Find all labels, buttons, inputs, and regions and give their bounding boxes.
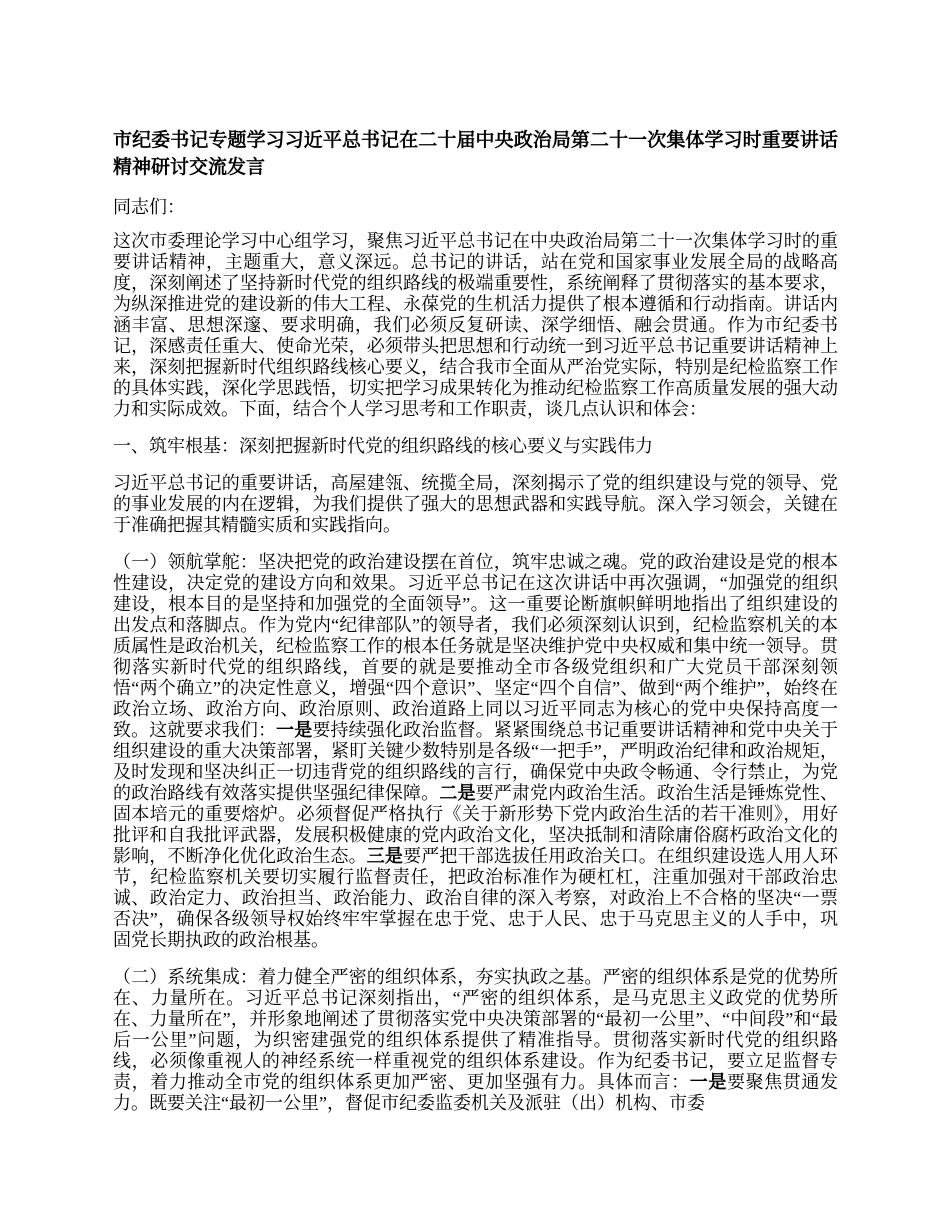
paragraph [113, 473, 838, 536]
text-run: 要严肃党内政治生活。政治生活是锤炼党性、固本培元的重要熔炉。必须督促严格执行《关于新形势下党内政治生活的若干准则》，用好批评和自我批评武器，发展积极健康的党内政治文化，坚决抵制和清除庸俗腐朽政治文化的影响，不断净化优化政治生态。 [113, 783, 839, 866]
text-run: 这次市委理论学习中心组学习，聚焦习近平总书记在中央政治局第二十一次集体学习时的重要讲话精神，主题重大，意义深远。总书记的讲话，站在党和国家事业发展全局的战略高度，深刻阐述了坚持新时代党的组织路线的极端重要性，系统阐释了贯彻落实的基本要求，为纵深推进党的建设新的伟大工程、永葆党的生机活力提供了根本遵循和行动指南。讲话内涵丰富、思想深邃、要求明确，我们必须反复研读、深学细悟、融会贯通。作为市纪委书记，深感责任重大、使命光荣，必须带头把思想和行动统一到习近平总书记重要讲话精神上来，深刻把握新时代组织路线核心要义，结合我市全面从严治党实际，特别是纪检监察工作的具体实践，深化学思践悟，切实把学习成果转化为推动纪检监察工作高质量发展的强大动力和实际成效。下面，结合个人学习思考和工作职责，谈几点认识和体会： [113, 231, 838, 419]
bold-text-run: 一是 [276, 720, 313, 740]
document-body [113, 231, 838, 1114]
text-run: 要聚焦贯通发力。既要关注“最初一公里”，督促市纪委监委机关及派驻（出）机构、市委 [113, 1072, 839, 1113]
text-run: 要严把干部选拔任用政治关口。在组织建设选人用人环节，纪检监察机关要切实履行监督责任，把政治标准作为硬杠杠，注重加强对干部政治忠诚、政治定力、政治担当、政治能力、政治自律的深入考察，对政治上不合格的坚决“一票否决”，确保各级领导权始终牢牢掌握在忠于党、忠于人民、忠于马克思主义的人手中，巩固党长期执政的政治根基。 [113, 846, 839, 950]
section-heading [113, 436, 838, 457]
document-title: 市纪委书记专题学习习近平总书记在二十届中央政治局第二十一次集体学习时重要讲话精神研讨交流发言 [113, 130, 838, 178]
paragraph [113, 552, 838, 951]
text-run: （二）系统集成：着力健全严密的组织体系，夯实执政之基。严密的组织体系是党的优势所在、力量所在。习近平总书记深刻指出，“严密的组织体系，是马克思主义政党的优势所在、力量所在”，并形象地阐述了贯彻落实党中央决策部署的“最初一公里”、“中间段”和“最后一公里”问题，为织密建强党的组织体系提供了精准指导。贯彻落实新时代党的组织路线，必须像重视人的神经系统一样重视党的组织体系建设。作为纪委书记，要立足监督专责，着力推动全市党的组织体系更加严密、更加坚强有力。具体而言： [113, 967, 838, 1092]
text-run: 要持续强化政治监督。紧紧围绕总书记重要讲话精神和党中央关于组织建设的重大决策部署，紧盯关键少数特别是各级“一把手”，严明政治纪律和政治规矩，及时发现和坚决纠正一切违背党的组织路线的言行，确保党中央政令畅通、令行禁止，为党的政治路线有效落实提供坚强纪律保障。 [113, 720, 839, 803]
paragraph [113, 231, 838, 420]
text-run: （一）领航掌舵：坚决把党的政治建设摆在首位，筑牢忠诚之魂。党的政治建设是党的根本性建设，决定党的建设方向和效果。习近平总书记在这次讲话中再次强调，“加强党的组织建设，根本目的是坚持和加强党的全面领导”。这一重要论断旗帜鲜明地指出了组织建设的出发点和落脚点。作为党内“纪律部队”的领导者，我们必须深刻认识到，纪检监察机关的本质属性是政治机关，纪检监察工作的根本任务就是坚决维护党中央权威和集中统一领导。贯彻落实新时代党的组织路线，首要的就是要推动全市各级党组织和广大党员干部深刻领悟“两个确立”的决定性意义，增强“四个意识”、坚定“四个自信”、做到“两个维护”，始终在政治立场、政治方向、政治原则、政治道路上同以习近平同志为核心的党中央保持高度一致。这就要求我们： [113, 552, 838, 740]
bold-text-run: 一是 [689, 1072, 727, 1092]
text-run: 习近平总书记的重要讲话，高屋建瓴、统揽全局，深刻揭示了党的组织建设与党的领导、党的事业发展的内在逻辑，为我们提供了强大的思想武器和实践导航。深入学习领会，关键在于准确把握其精髓实质和实践指向。 [113, 473, 838, 535]
text-run: 一、筑牢根基：深刻把握新时代党的组织路线的核心要义与实践伟力 [113, 436, 653, 456]
bold-text-run: 三是 [366, 846, 404, 866]
bold-text-run: 二是 [439, 783, 476, 803]
paragraph [113, 967, 838, 1114]
salutation: 同志们： [113, 197, 185, 217]
